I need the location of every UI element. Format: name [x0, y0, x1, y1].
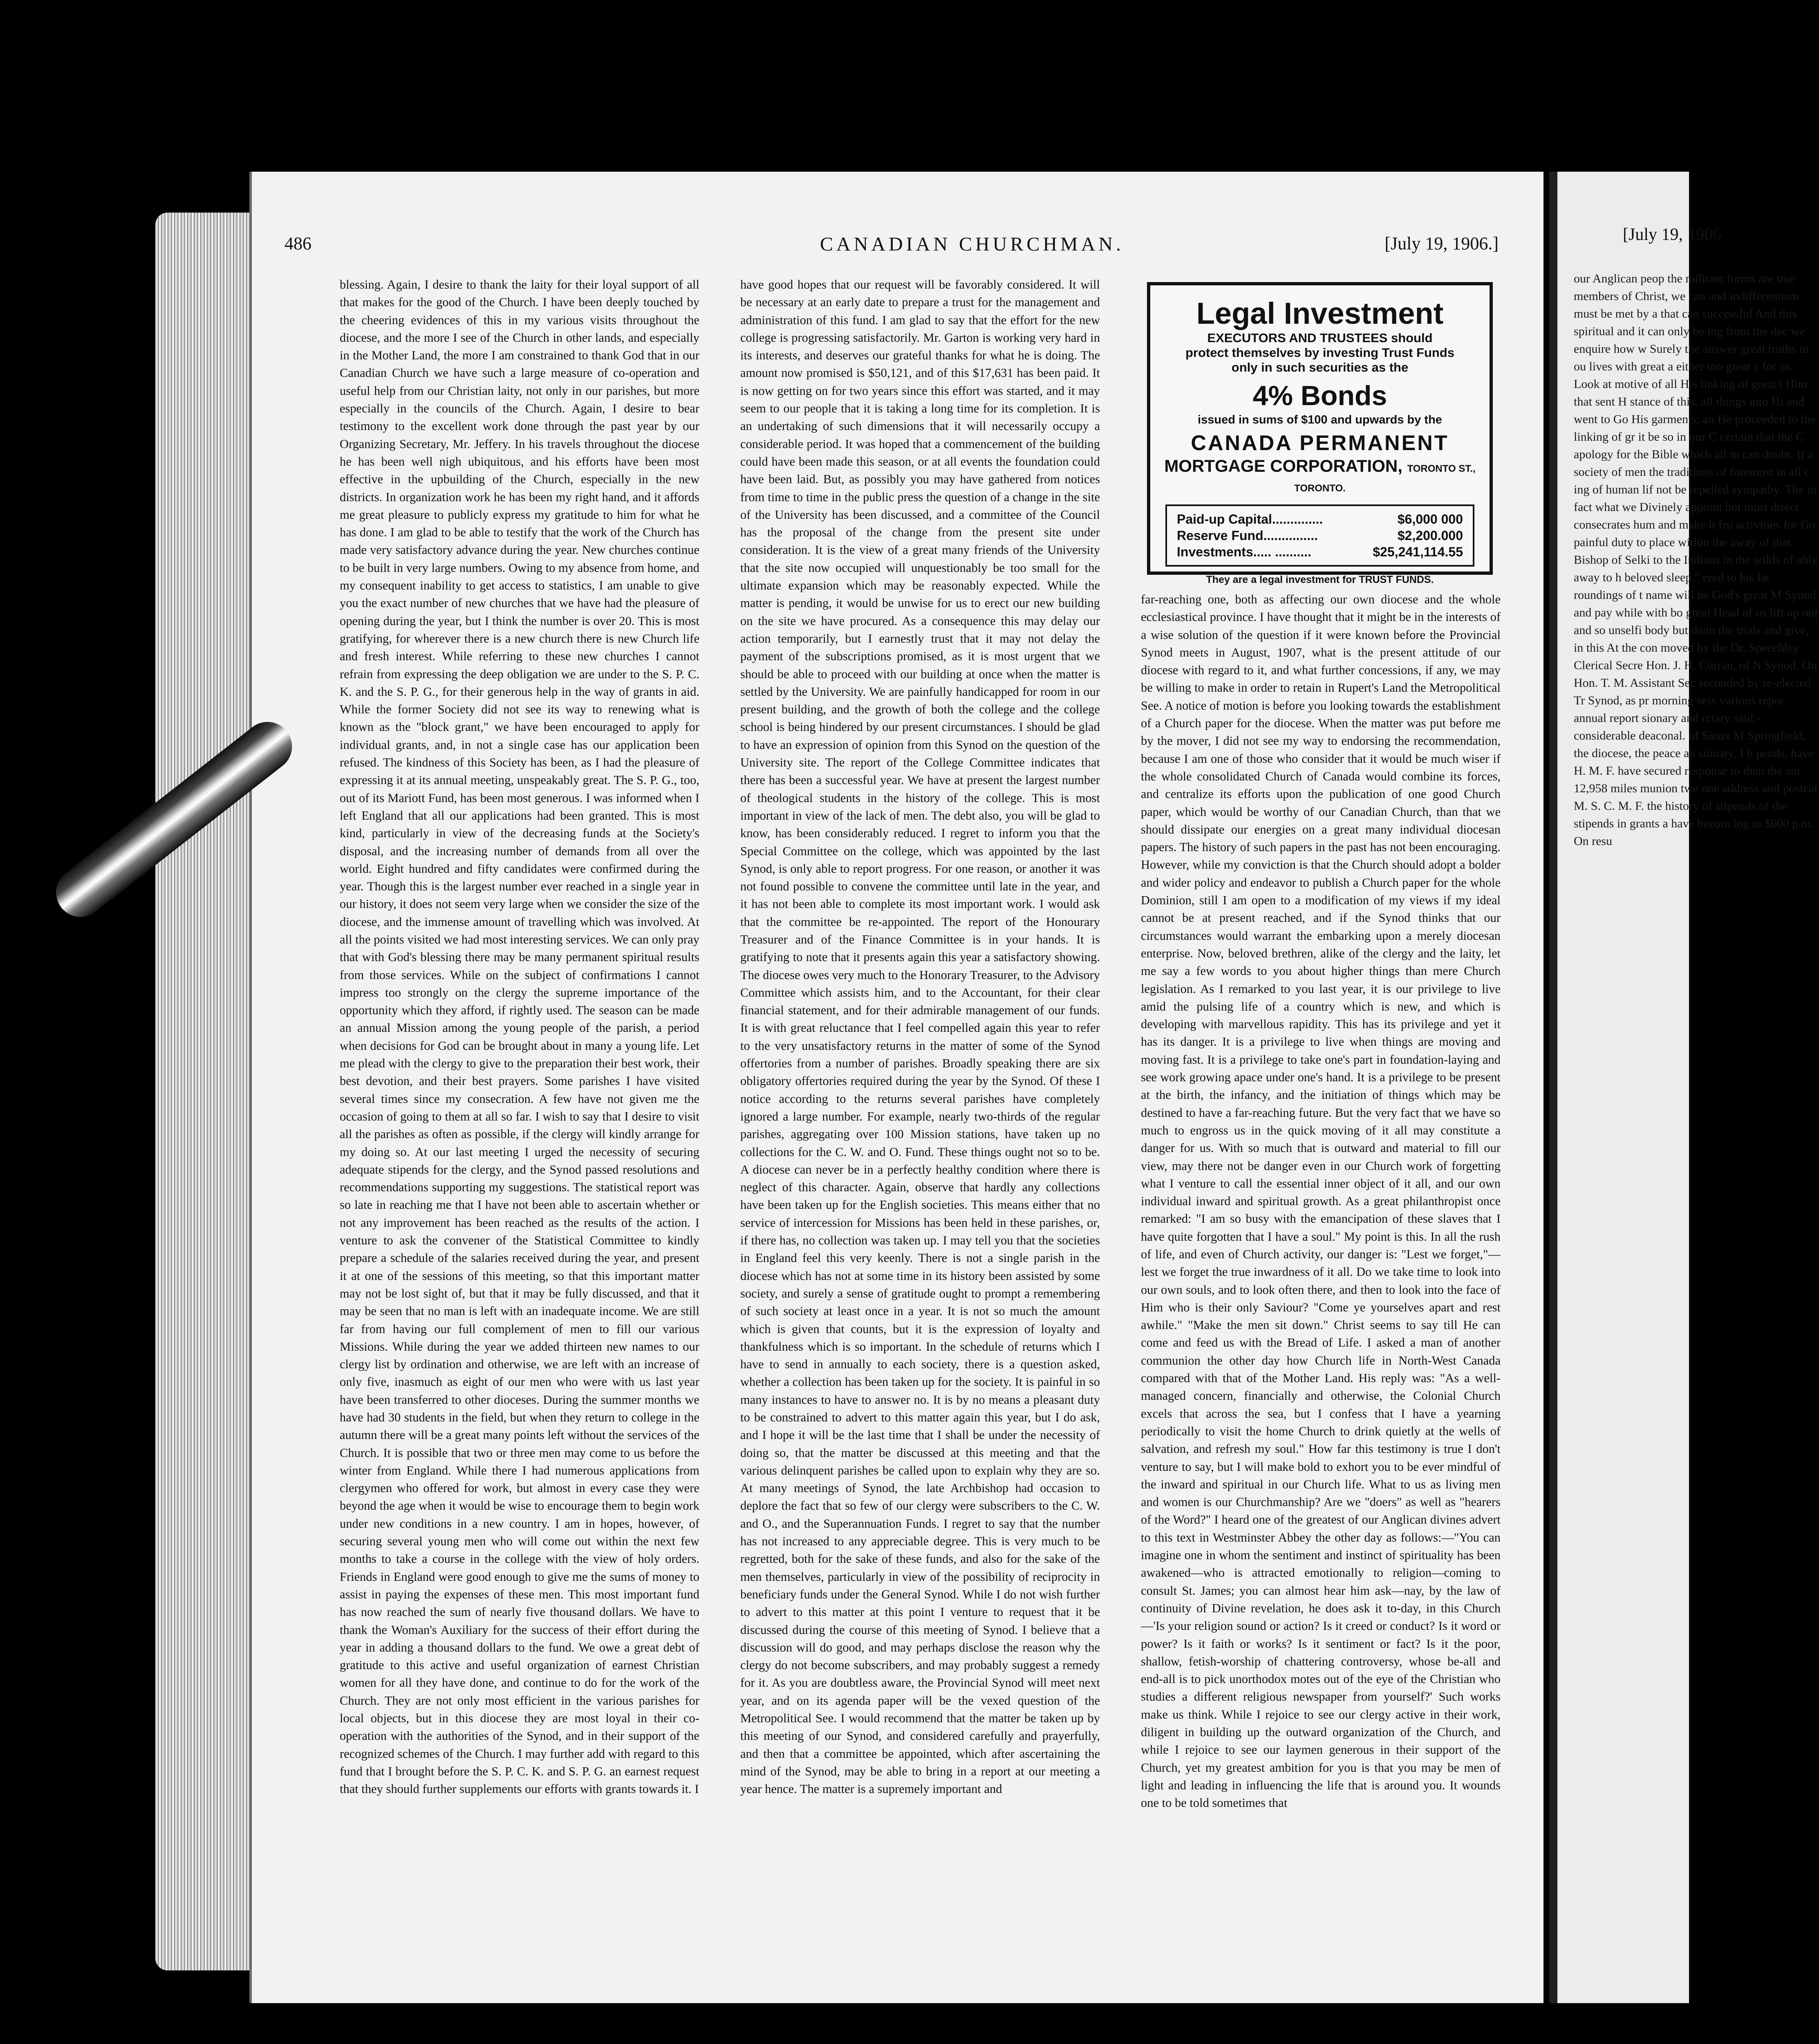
- text-column-1: blessing. Again, I desire to thank the laity for their loyal support of all that makes for the good of the Church. I have been deeply touched by the cheering evidences of this in my various visits throughout the diocese, and the more I see of the Church in other lands, and especially in the Mother Land, the more I am constrained to thank God that in our Canadian Church we have such a large measure of co-operation and useful help from our Christian laity, not only in our parishes, but more especially in the councils of the Church. Again, I desire to bear testimony to the excellent work done through the past year by our Organizing Secretary, Mr. Jeffery. In his travels throughout the diocese he has been well nigh ubiquitous, and his efforts have been most effective in the upbuilding of the Church, especially in the new districts. In organization work he has been my right hand, and it affords me great pleasure to publicly express my gratitude to him for what he has done. I am glad to be able to testify that the work of the Church has made very satisfactory advance during the year. New churches continue to be built in very large numbers. Owing to my absence from home, and my consequent inability to get access to statistics, I am unable to give you the exact number of new churches that we have had the pleasure of opening during the year, but I think the number is over 20. This is most gratifying, for wherever there is a new church there is new Church life and fresh interest. While referring to these new churches I cannot refrain from expressing the deep obligation we are under to the S. P. C. K. and the S. P. G., for their generous help in the way of grants in aid. While the former Society did not see its way to renewing what is known as the "block grant," we have been encouraged to apply for individual grants, and, in not a single case has our application been refused. The kindness of this Society has been, as I had the pleasure of expressing it at its annual meeting, unspeakably great. The S. P. G., too, out of its Mariott Fund, has been most generous. I was informed when I left England that all our applications had been granted. This is most kind, particularly in view of the decreasing funds at the Society's disposal, and the increasing number of demands from all over the world. Eight hundred and fifty candidates were confirmed during the year. Though this is the largest number ever reached in a single year in our history, it does not seem very large when we consider the size of the diocese, and the immense amount of travelling which was involved. At all the points visited we had most interesting services. We can only pray that with God's blessing there may be many permanent spiritual results from those services. While on the subject of confirmations I cannot impress too strongly on the clergy the supreme importance of the opportunity which they afford, if rightly used. The season can be made an annual Mission among the young people of the parish, a period when decisions for God can be brought about in many a young life. Let me plead with the clergy to give to the preparation their best work, their best devotion, and their best prayers. Some parishes I have visited several times since my consecration. A few have not given me the occasion of going to them at all so far. I wish to say that I desire to visit all the parishes as often as possible, if the clergy will kindly arrange for my doing so. At our last meeting I urged the necessity of securing adequate stipends for the clergy, and the Synod passed resolutions and recommendations supporting my suggestions. The statistical report was so late in reaching me that I have not been able to ascertain whether or not any improvement has been reached as the results of the action. I venture to ask the convener of the Statistical Committee to kindly prepare a schedule of the salaries received during the year, and present it at one of the sessions of this meeting, so that this important matter may not be lost sight of, but that it may be fully discussed, and that it may be seen that no man is left with an inadequate income. We are still far from having our full complement of men to fill our various Missions. While during the year we added thirteen new names to our clergy list by ordination and otherwise, we are left with an increase of only five, inasmuch as eight of our men who were with us last year have been transferred to other dioceses. During the summer months we have had 30 students in the field, but when they return to college in the autumn there will be a great many points left without the services of the Church. It is possible that two or three men may come to us before the winter from England. While there I had numerous applications from clergymen who offered for work, but almost in every case they were beyond the age when it would be wise to encourage them to begin work under new conditions in a new country. I am in hopes, however, of securing several young men who will come out within the next few months to take a course in the college with the view of holy orders. Friends in England were good enough to give me the sums of money to assist in paying the expenses of these men. This most important fund has now reached the sum of nearly five thousand dollars. We have to thank the Woman's Auxiliary for the success of their effort during the year in adding a thousand dollars to the fund. We owe a great debt of gratitude to this active and useful organization of earnest Christian women for all they have done, and continue to do for the work of the Church. They are not only most efficient in the various parishes for local objects, but in this diocese they are most loyal in their co-operation with the authorities of the Synod, and in their support of the recognized schemes of the Church. I may further add with regard to this fund that I brought before the S. P. C. K. and S. P. G. an earnest request that they should further supplements our efforts with grants towards it. I: [340, 278, 699, 1796]
- ad-issued-line: issued in sums of $100 and upwards by the: [1198, 413, 1442, 426]
- fin-value: $2,200.000: [1397, 528, 1463, 543]
- text-column-2: have good hopes that our request will be favorably considered. It will be necessary at an early date to prepare a trust for the management and administration of this fund. I am glad to say that the effort for the new college is progressing satisfactorily. Mr. Garton is working very hard in its interests, and deserves our grateful thanks for what he is doing. The amount now promised is $50,121, and of this $17,631 has been paid. It is now getting on for two years since this effort was started, and it may seem to our people that it is taking a long time for its completion. It is an undertaking of such dimensions that it will necessarily occupy a considerable period. It was hoped that a commencement of the building could have been made this season, or at all events the foundation could have been laid. But, as possibly you may have gathered from notices from time to time in the public press the question of a change in the site of the University has been discussed, and a committee of the Council has the proposal of the change from the present site under consideration. It is the view of a great many friends of the University that the site now occupied will unquestionably be too small for the ultimate expansion which may be reasonably expected. While the matter is pending, it would be unwise for us to erect our new building on the site we have procured. As a consequence this may delay our action temporarily, but I earnestly trust that it may not delay the payment of the subscriptions promised, as it is most urgent that we should be able to proceed with our building at once when the matter is settled by the University. We are painfully handicapped for room in our present building, and the growth of both the college and the college school is being hindered by our present circumstances. I should be glad to have an expression of opinion from this Synod on the question of the University site. The report of the College Committee indicates that there has been a successful year. We have at present the largest number of theological students in the history of the college. This is most important in view of the lack of men. The debt also, you will be glad to know, has been considerably reduced. I regret to inform you that the Special Committee on the college, which was appointed by the last Synod, is only able to report progress. For one reason, or another it was not found possible to convene the committee until late in the year, and it has not been able to complete its most important work. I would ask that the committee be re-appointed. The report of the Honourary Treasurer and of the Finance Committee is in your hands. It is gratifying to note that it presents again this year a satisfactory showing. The diocese owes very much to the Honorary Treasurer, to the Advisory Committee which assists him, and to the Accountant, for their clear financial statement, and for their admirable management of our funds. It is with great reluctance that I feel compelled again this year to refer to the very unsatisfactory returns in the matter of some of the Synod offertories from a number of parishes. Broadly speaking there are six obligatory offertories required during the year by the Synod. Of these I notice according to the returns several parishes have completely ignored a large number. For example, nearly two-thirds of the regular parishes, aggregating over 100 Mission stations, have taken up no collections for the C. W. and O. Fund. These things ought not so to be. A diocese can never be in a perfectly healthy condition where there is neglect of this character. Again, observe that hardly any collections have been taken up for the English societies. This means either that no service of intercession for Missions has been held in these parishes, or, if there has, no collection was taken up. I may tell you that the societies in England feel this very keenly. There is not a single parish in the diocese which has not at some time in its history been assisted by some society, and surely a sense of gratitude ought to prompt a remembering of such society at least once in a year. It is not so much the amount which is given that counts, but it is the expression of loyalty and thankfulness which is so important. In the schedule of returns which I have to send in annually to each society, there is a question asked, whether a collection has been taken up for the society. It is painful in so many instances to have to answer no. It is by no means a pleasant duty to be constrained to advert to this matter again this year, but I do ask, and I hope it will be the last time that I shall be under the necessity of doing so, that the matter be discussed at this meeting and that the various delinquent parishes be called upon to explain why they are so. At many meetings of Synod, the late Archbishop had occasion to deplore the fact that so few of our clergy were subscribers to the C. W. and O., and the Superannuation Funds. I regret to say that the number has not increased to any appreciable degree. This is very much to be regretted, both for the sake of these funds, and also for the sake of the men themselves, particularly in view of the possibility of reciprocity in beneficiary funds under the General Synod. While I do not wish further to advert to this matter at this point I venture to request that it be discussed during the course of this meeting of Synod. I believe that a discussion will do good, and may perhaps disclose the reason why the clergy do not become subscribers, and may probably suggest a remedy for it. As you are doubtless aware, the Provincial Synod will meet next year, and on its agenda paper will be the vexed question of the Metropolitical See. I would recommend that the matter be taken up by this meeting of our Synod, and considered carefully and prayerfully, and then that a committee be appointed, which after ascertaining the mind of the Synod, may be able to bring in a report at our meeting a year hence. The matter is a supremely important and: [740, 278, 1100, 1796]
- ad-line-3: only in such securities as the: [1231, 360, 1409, 374]
- text-column-3: far-reaching one, both as affecting our own diocese and the whole ecclesiastical province. I have thought that it might be in the interests of a wise solution of the question if it were known before the Provincial Synod meets in August, 1907, what is the present attitude of our diocese with regard to it, and what further concessions, if any, we may be willing to make in order to retain in Rupert's Land the Metropolitical See. A notice of motion is before you looking towards the establishment of a Church paper for the diocese. When the matter was put before me by the mover, I did not see my way to endorsing the recommendation, because I am one of those who consider that it would be much wiser if the whole consolidated Church of Canada would combine its forces, and centralize its efforts upon the publication of one good Church paper, which would be worthy of our Canadian Church, than that we should dissipate our energies on a great many individual diocesan papers. The history of such papers in the past has not been encouraging. However, while my conviction is that the Church should adopt a bolder and wider policy and endeavor to publish a Church paper for the whole Dominion, still I am open to a modification of my views if my ideal cannot be at present reached, and if the Synod thinks that our circumstances would warrant the embarking upon a merely diocesan enterprise. Now, beloved brethren, alike of the clergy and the laity, let me say a few words to you about higher things than mere Church legislation. As I remarked to you last year, it is our privilege to live amid the pulsing life of a country which is new, and which is developing with marvellous rapidity. This has its privilege and yet it has its danger. It is a privilege to live when things are moving and moving fast. It is a privilege to take one's part in foundation-laying and see work growing apace under one's hand. It is a privilege to be present at the birth, the infancy, and the initiation of things which may be destined to have a far-reaching future. But the very fact that we have so much to engross us in the quick moving of it all may constitute a danger for us. With so much that is outward and material to fill our view, may there not be danger even in our Church work of forgetting what I venture to call the essential inner object of it all, and our own individual inward and spiritual growth. As a great philanthropist once remarked: "I am so busy with the emancipation of these slaves that I have quite forgotten that I have a soul." My point is this. In all the rush of life, and even of Church activity, our danger is: "Lest we forget,"—lest we forget the true inwardness of it all. Do we take time to look into our own souls, and to look often there, and then to look into the face of Him who is their only Saviour? "Come ye yourselves apart and rest awhile." "Make the men sit down." Christ seems to say till He can come and feed us with the Bread of Life. I asked a man of another communion the other day how Church life in North-West Canada compared with that of the Mother Land. His reply was: "As a well-managed concern, financially and otherwise, the Colonial Church excels that across the sea, but I confess that I have a yearning periodically to visit the home Church to drink quietly at the wells of salvation, and refresh my soul." How far this testimony is true I don't venture to say, but I will make bold to exhort you to be ever mindful of the inward and spiritual in our Church life. What to us as living men and women is our Churchmanship? Are we "doers" as well as "hearers of the Word?" I heard one of the greatest of our Anglican divines advert to this text in Westminster Abbey the other day as follows:—"You can imagine one in whom the sentiment and instinct of spirituality has been awakened—who is attracted emotionally to religion—coming to consult St. James; you can almost hear him ask—nay, by the law of continuity of Divine revelation, he does ask it to-day, in this Church—'Is your religion sound or action? Is it creed or conduct? Is it word or power? Is it faith or works? Is it sentiment or fact? Is it the poor, shallow, fetish-worship of chattering controversy, whose be-all and end-all is to pick unorthodox motes out of the eye of the Christian who studies a different religious newspaper from yourself?' Such works make us think. While I rejoice to see our clergy active in their work, diligent in building up the outward organization of the Church, and while I rejoice to see our laymen generous in their support of the Church, yet my greatest ambition for you is that you may be men of light and leading in influencing the life that is around you. It wounds one to be told sometimes that: [1141, 592, 1501, 1810]
- ad-footer: They are a legal investment for TRUST FUNDS.: [1206, 574, 1434, 585]
- ad-company-name-2: [1150, 456, 1490, 495]
- ad-bond-rate: 4% Bonds: [1252, 380, 1387, 411]
- fin-label: Paid-up Capital..............: [1177, 512, 1323, 527]
- ad-company-name: CANADA PERMANENT: [1191, 431, 1449, 455]
- fin-value: $6,000 000: [1397, 512, 1463, 527]
- facing-page-text: our Anglican peop the militant forms are true members of Christ, we can and indifferentism must be met by a that can successful And this spiritual and it can only be ing from the dec we enquire how w Surely the answer great truths in ou lives with great a either too great c for us. Look at motive of all His linking of great t Him that sent H stance of this. all things into Hi and went to Go His garments; an He proceeded to the linking of gr it be so in our C certain that the C apology for the Bible which all m can doubt. If a society of men the traditions of foremost in all c ing of human lif not be repelled sympathy. The in fact what we Divinely appoint but most direct consecrates hum and make it fru activities for Go painful duty to place within the away of that Bishop of Selki to the Indians in the wilds of ably away to h beloved sleep." ered to his fat roundings of t name will be God's great M Synod and pay while with bo great Head of us lift up our and so unselfi body but daun the trials and give, in this At the con moved by the Dr. Speechley Clerical Secre Hon. J. H. Curran, of N Synod. On Hon. T. M. Assistant Sec seconded by re-elected Tr Synod, as pr morning sess various repor annual report sionary and rctary said:- considerable deaconal. of Sioux M Springfield, the diocese, the peace an sionary, I h pends, have H. M. F. have secured response to than the am 12,958 miles munion twe one address and postcar M. S. C. M. F. the history of stipends of the stipends in grants a have becom ing to $600 p.m. On resu: [1574, 272, 1819, 848]
- fin-label: Reserve Fund...............: [1177, 528, 1318, 543]
- book-page-edges: [155, 213, 262, 1970]
- ad-line-1: EXECUTORS AND TRUSTEES should: [1207, 331, 1433, 345]
- legal-investment-advertisement: [1147, 282, 1493, 585]
- page-number: 486: [284, 233, 311, 253]
- issue-date: [July 19, 1906.]: [1384, 233, 1499, 253]
- ad-line-2: protect themselves by investing Trust Funds: [1185, 345, 1455, 360]
- fin-label: Investments..... ..........: [1177, 545, 1311, 559]
- facing-page-date: [July 19, 1906: [1623, 225, 1722, 244]
- ad-location: TORONTO ST., TORONTO.: [1294, 463, 1476, 494]
- masthead: CANADIAN CHURCHMAN.: [820, 233, 1125, 255]
- newspaper-page: [249, 172, 1543, 2003]
- financial-summary-box: [1165, 504, 1474, 567]
- ad-corporation: MORTGAGE CORPORATION,: [1164, 456, 1402, 475]
- page-header: [284, 233, 1527, 266]
- fin-row: [1177, 544, 1463, 560]
- fin-row: [1177, 527, 1463, 544]
- ad-title: Legal Investment: [1196, 296, 1444, 330]
- facing-page: [1549, 172, 1819, 2003]
- fin-value: $25,241,114.55: [1373, 545, 1463, 559]
- fin-row: [1177, 511, 1463, 527]
